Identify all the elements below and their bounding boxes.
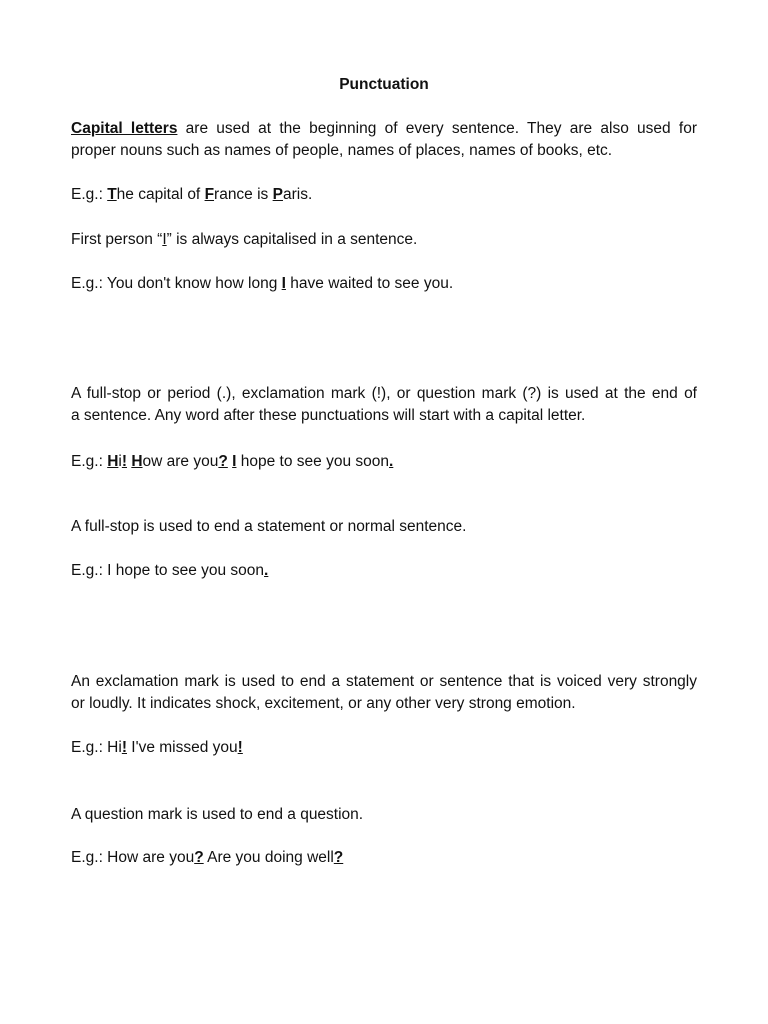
fullstop-example [71,561,697,581]
highlight-mark: ! [121,739,127,756]
example-text: E.g.: How are you [71,849,195,866]
example-text: he capital of [116,186,205,203]
highlight-letter: I [281,275,286,292]
highlight-mark: ? [194,849,204,866]
highlight-letter: T [107,186,117,203]
highlight-letter: F [204,186,215,203]
highlight-mark: . [264,562,269,579]
endings-example [71,452,697,472]
highlight-letter: I [162,231,167,248]
highlight-mark: ! [121,453,128,470]
question-rule: A question mark is used to end a question. [71,806,364,823]
highlight-letter: H [131,453,143,470]
highlight-mark: . [389,453,394,470]
example-text: ow are you [142,453,219,470]
example-text: rance is [214,186,273,203]
first-person-rule [71,230,697,250]
endings-line-1: A full-stop or period (.), exclamation mark (!), or question mark (?) is used at the end of [71,385,697,402]
example-text: I've missed you [127,739,238,756]
highlight-letter: H [107,453,119,470]
rule-text: First person “ [71,231,163,248]
endings-line-2: a sentence. Any word after these punctuations will start with a capital letter. [71,407,586,424]
example-text: have waited to see you. [285,275,454,292]
example-prefix: E.g.: [71,453,108,470]
capital-letters-term: Capital letters [71,120,178,137]
highlight-mark: ? [218,453,228,470]
example-text: E.g.: Hi [71,739,122,756]
exclamation-line-1: An exclamation mark is used to end a statement or sentence that is voiced very strongly [71,673,697,690]
example-text: i [118,453,122,470]
example-text: E.g.: You don't know how long [71,275,282,292]
example-text: Are you doing well [203,849,334,866]
highlight-mark: ? [333,849,344,866]
exclamation-example [71,738,697,758]
highlight-mark: ! [237,739,243,756]
intro-text: are used at the beginning of every sentence. They are also used for [177,120,697,137]
capital-letters-intro-line-1 [71,119,697,139]
highlight-letter: P [272,186,283,203]
capital-letters-example-1 [71,185,697,205]
capital-letters-intro-line-2: proper nouns such as names of people, names of places, names of books, etc. [71,142,613,159]
highlight-letter: I [232,453,237,470]
capital-letters-example-2 [71,274,697,294]
fullstop-rule: A full-stop is used to end a statement or normal sentence. [71,518,467,535]
page-title: Punctuation [339,76,429,93]
question-example [71,848,697,868]
example-text: hope to see you soon [236,453,389,470]
rule-text: ” is always capitalised in a sentence. [166,231,418,248]
example-prefix: E.g.: [71,186,108,203]
example-text: E.g.: I hope to see you soon [71,562,265,579]
exclamation-line-2: or loudly. It indicates shock, excitement, or any other very strong emotion. [71,695,576,712]
example-text: aris. [282,186,313,203]
